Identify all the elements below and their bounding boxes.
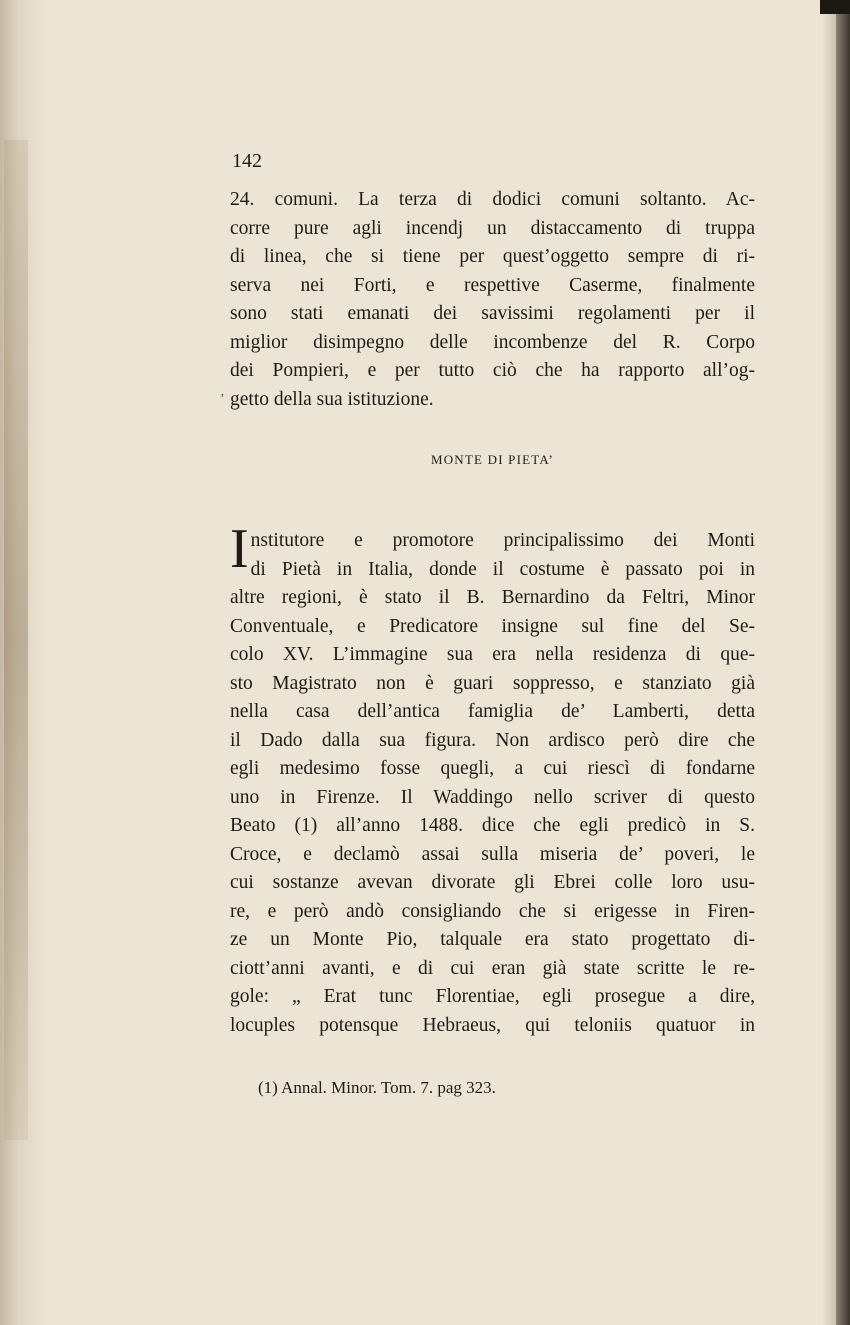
text-line: Croce, e declamò assai sulla miseria de’ poveri, le bbox=[230, 843, 755, 865]
text-line: di Pietà in Italia, donde il costume è passato poi in bbox=[250, 558, 755, 580]
drop-cap: I bbox=[230, 518, 249, 580]
text-line: Beato (1) all’anno 1488. dice che egli predicò in S. bbox=[230, 815, 755, 836]
text-line: cui sostanze avevan divorate gli Ebrei colle loro usu- bbox=[230, 872, 755, 893]
page-gutter-stain bbox=[4, 140, 28, 1140]
text-line: 24. comuni. La terza di dodici comuni soltanto. Ac- bbox=[230, 189, 755, 210]
paragraph-2 bbox=[230, 518, 755, 1040]
text-line: miglior disimpegno delle incombenze del R. Corpo bbox=[230, 331, 755, 353]
text-line: colo XV. L’immagine sua era nella residenza di que- bbox=[230, 644, 755, 665]
text-line: ze un Monte Pio, talquale era stato progettato di- bbox=[230, 929, 755, 950]
text-line: altre regioni, è stato il B. Bernardino da Feltri, Minor bbox=[230, 587, 755, 608]
text-line: ciott’anni avanti, e di cui eran già state scritte le re- bbox=[230, 957, 755, 979]
paragraph-1 bbox=[230, 186, 755, 414]
text-line: locuples potensque Hebraeus, qui teloniis quatuor in bbox=[230, 1014, 755, 1036]
footnote: (1) Annal. Minor. Tom. 7. pag 323. bbox=[258, 1078, 496, 1097]
text-line: corre pure agli incendj un distaccamento di truppa bbox=[230, 217, 755, 239]
text-line: nella casa dell’antica famiglia de’ Lamberti, detta bbox=[230, 701, 755, 722]
text-line: dei Pompieri, e per tutto ciò che ha rapporto all’og- bbox=[230, 360, 755, 381]
section-heading: MONTE DI PIETA’ bbox=[430, 452, 555, 467]
page-corner-shadow bbox=[820, 0, 850, 14]
text-line: egli medesimo fosse quegli, a cui riescì di fondarne bbox=[230, 758, 755, 779]
page-number: 142 bbox=[232, 150, 262, 172]
text-line: gole: „ Erat tunc Florentiae, egli prosegue a dire, bbox=[230, 986, 755, 1007]
text-line: uno in Firenze. Il Waddingo nello scriver di questo bbox=[230, 786, 755, 808]
text-line: sto Magistrato non è guari soppresso, e stanziato già bbox=[230, 672, 755, 694]
text-line: re, e però andò consigliando che si erigesse in Firen- bbox=[230, 900, 755, 922]
text-line: getto della sua istituzione. bbox=[230, 388, 434, 410]
first-line-text: nstitutore e promotore principalissimo dei Monti bbox=[250, 530, 755, 551]
text-line: sono stati emanati dei savissimi regolamenti per il bbox=[230, 303, 755, 324]
page-right-edge bbox=[836, 0, 850, 1325]
stray-mark: ′ bbox=[221, 392, 225, 407]
text-line: serva nei Forti, e respettive Caserme, finalmente bbox=[230, 274, 755, 296]
text-line: Conventuale, e Predicatore insigne sul fine del Se- bbox=[230, 615, 755, 637]
text-line: di linea, che si tiene per quest’oggetto sempre di ri- bbox=[230, 246, 755, 267]
text-line: il Dado dalla sua figura. Non ardisco però dire che bbox=[230, 729, 755, 751]
